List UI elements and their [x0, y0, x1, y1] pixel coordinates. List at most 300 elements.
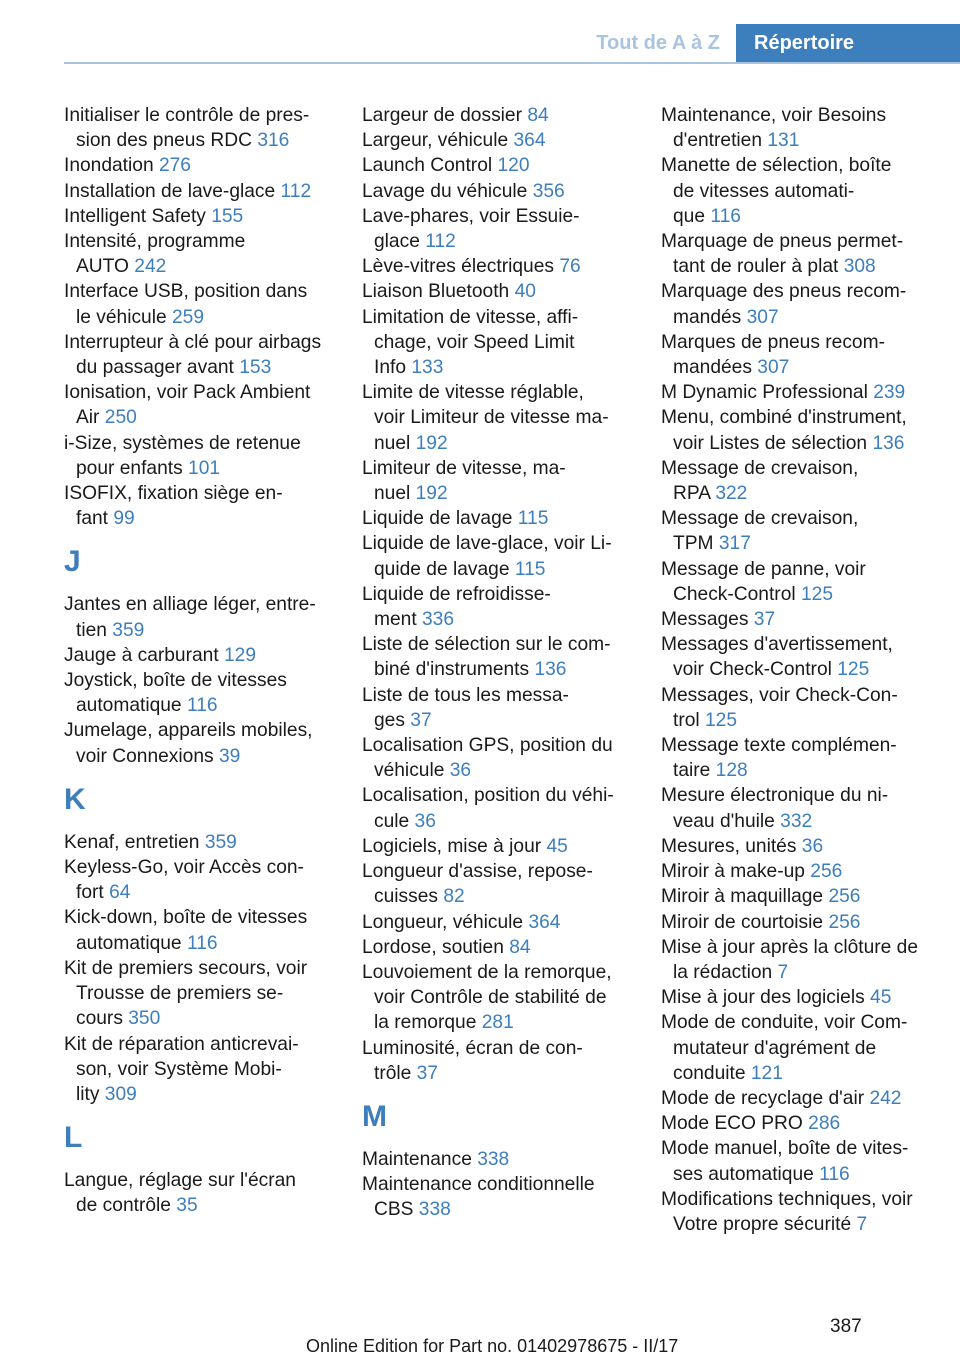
index-entry-text: Largeur de dossier — [362, 105, 522, 126]
index-entry-text: mutateur d'agrément de — [673, 1037, 877, 1059]
index-entry-text: Launch Control — [362, 155, 493, 177]
index-entry — [362, 204, 634, 229]
page-reference-link[interactable]: 250 — [104, 407, 137, 429]
index-entry-text: Mesure électronique du ni‐ — [661, 785, 889, 807]
index-entry-text: Mise à jour après la clôture de — [661, 936, 919, 958]
page-reference-link[interactable]: 129 — [224, 644, 257, 666]
page-reference-link[interactable]: 307 — [757, 357, 790, 379]
index-entry-continuation — [362, 809, 634, 834]
index-entry — [362, 1172, 634, 1197]
page-reference-link[interactable]: 125 — [837, 659, 870, 681]
index-entry-text: ses automatique — [673, 1163, 814, 1185]
index-entry-text: Interface USB, position dans — [64, 281, 308, 303]
index-entry — [661, 733, 931, 758]
index-entry-continuation — [362, 481, 634, 506]
index-entry-text: TPM — [673, 533, 714, 555]
index-entry-continuation — [661, 204, 931, 229]
index-entry-continuation — [661, 1162, 931, 1187]
index-entry-text: cule — [374, 810, 410, 832]
index-entry — [64, 204, 336, 229]
header-rule — [64, 62, 960, 64]
index-entry-continuation — [661, 758, 931, 783]
index-entry-continuation — [64, 355, 336, 380]
page-reference-link[interactable]: 286 — [808, 1113, 841, 1135]
index-entry — [64, 179, 336, 204]
index-entry-text: Louvoiement de la remorque, — [362, 961, 612, 983]
page-reference-link[interactable]: 136 — [534, 659, 567, 681]
index-entry — [362, 1036, 634, 1061]
index-entry-text: Kit de premiers secours, voir — [64, 957, 308, 979]
index-entry — [362, 103, 634, 128]
index-entry-text: Luminosité, écran de con‐ — [362, 1037, 583, 1059]
index-entry — [661, 380, 931, 405]
page-reference-link[interactable]: 45 — [870, 987, 892, 1009]
index-entry-text: voir Listes de sélection — [673, 432, 868, 454]
index-entry-text: de contrôle — [76, 1195, 171, 1217]
index-entry-continuation — [661, 431, 931, 456]
page-reference-link[interactable]: 115 — [517, 508, 549, 530]
page-reference-link[interactable]: 37 — [410, 709, 432, 731]
index-entry-continuation — [64, 1006, 336, 1031]
index-entry-continuation — [64, 456, 336, 481]
index-entry-continuation — [362, 431, 634, 456]
index-entry — [661, 405, 931, 430]
index-entry — [64, 956, 336, 981]
index-entry-text: que — [673, 205, 706, 227]
index-entry-text: Maintenance — [362, 1148, 472, 1170]
index-entry-text: Logiciels, mise à jour — [362, 835, 542, 857]
index-entry-text: Longueur, véhicule — [362, 911, 524, 933]
page-reference-link[interactable]: 37 — [753, 609, 776, 631]
tab-index-link[interactable]: Tout de A à Z — [596, 32, 720, 54]
index-entry-text: Localisation, position du véhi‐ — [362, 785, 614, 807]
index-entry-continuation — [64, 1082, 336, 1107]
page-reference-link[interactable]: 364 — [528, 911, 561, 933]
index-entry-continuation — [64, 506, 336, 531]
index-entry-text: Mode ECO PRO — [661, 1113, 803, 1135]
index-entry-continuation — [661, 179, 931, 204]
page-reference-link[interactable]: 242 — [134, 256, 167, 278]
index-entry-text: voir Check-Control — [673, 659, 832, 681]
index-entry — [661, 859, 931, 884]
index-entry-text: Maintenance, voir Besoins — [661, 105, 887, 126]
page-reference-link[interactable]: 338 — [418, 1199, 451, 1221]
page-reference-link[interactable]: 131 — [767, 130, 800, 152]
index-entry-continuation — [362, 330, 634, 355]
index-entry-continuation — [362, 405, 634, 430]
page-reference-link[interactable]: 136 — [872, 432, 905, 454]
index-entry-text: le véhicule — [76, 306, 167, 328]
index-entry-text: Marquage des pneus recom‐ — [661, 281, 907, 303]
index-entry-text: veau d'huile — [673, 810, 775, 832]
index-entry-continuation — [362, 758, 634, 783]
index-entry-text: Lavage du véhicule — [362, 180, 528, 202]
tab-repertoire[interactable]: Répertoire — [736, 24, 960, 62]
index-entry-continuation — [64, 931, 336, 956]
index-entry — [64, 718, 336, 743]
index-entry-text: Messages, voir Check-Con‐ — [661, 684, 898, 706]
index-entry — [661, 1111, 931, 1136]
page-reference-link[interactable]: 322 — [715, 483, 748, 505]
index-entry-text: Miroir de courtoisie — [661, 911, 824, 933]
page-reference-link[interactable]: 116 — [186, 932, 218, 954]
index-entry-continuation — [64, 618, 336, 643]
index-entry-text: quide de lavage — [374, 558, 510, 580]
page-reference-link[interactable]: 364 — [513, 130, 546, 152]
index-entry-text: Mode de conduite, voir Com‐ — [661, 1012, 908, 1034]
index-entry-text: mandés — [673, 306, 742, 328]
page-reference-link[interactable]: 37 — [416, 1062, 439, 1084]
page-reference-link[interactable]: 120 — [497, 155, 530, 177]
index-entry — [661, 632, 931, 657]
index-entry-continuation — [362, 355, 634, 380]
page-reference-link[interactable]: 276 — [158, 155, 191, 177]
page-number: 387 — [830, 1316, 862, 1337]
index-entry-text: pour enfants — [76, 457, 183, 479]
index-entry — [362, 859, 634, 884]
page-reference-link[interactable]: 36 — [449, 760, 472, 782]
index-entry — [362, 254, 634, 279]
index-entry-text: i-Size, systèmes de retenue — [64, 432, 301, 454]
index-entry-text: trol — [673, 709, 700, 731]
index-entry — [362, 582, 634, 607]
index-entry — [661, 1187, 931, 1212]
index-entry-text: du passager avant — [76, 357, 234, 379]
index-entry-text: Intelligent Safety — [64, 205, 206, 227]
page-reference-link[interactable]: 7 — [856, 1213, 868, 1235]
index-entry-text: Largeur, véhicule — [362, 130, 509, 152]
index-entry-text: ment — [374, 609, 417, 631]
index-entry — [64, 431, 336, 456]
index-entry — [362, 305, 634, 330]
page-reference-link[interactable]: 82 — [443, 886, 465, 908]
index-entry-continuation — [661, 708, 931, 733]
index-entry-text: Votre propre sécurité — [673, 1213, 852, 1235]
index-entry — [64, 855, 336, 880]
index-entry-text: Mode de recyclage d'air — [661, 1087, 865, 1109]
index-entry-continuation — [64, 744, 336, 769]
index-entry-continuation — [661, 355, 931, 380]
index-letter-heading: L — [64, 1121, 83, 1155]
index-entry — [661, 153, 931, 178]
index-entry-continuation — [64, 693, 336, 718]
page-reference-link[interactable]: 317 — [718, 533, 751, 555]
page-reference-link[interactable]: 112 — [425, 231, 456, 253]
index-entry-text: Keyless-Go, voir Accès con‐ — [64, 857, 304, 879]
index-entry-text: Lordose, soutien — [362, 936, 504, 958]
index-entry-text: son, voir Système Mobi‐ — [76, 1058, 282, 1080]
index-entry-text: nuel — [374, 483, 411, 505]
index-entry-text: la rédaction — [673, 961, 773, 983]
index-entry-continuation — [362, 1010, 634, 1035]
index-entry — [64, 668, 336, 693]
page-reference-link[interactable]: 116 — [186, 695, 218, 717]
index-entry-text: conduite — [673, 1062, 746, 1084]
page-reference-link[interactable]: 309 — [104, 1083, 137, 1105]
index-entry — [64, 643, 336, 668]
index-entry-text: Liquide de refroidisse‐ — [362, 583, 551, 605]
index-entry — [64, 330, 336, 355]
index-entry-continuation — [661, 254, 931, 279]
page-reference-link[interactable]: 336 — [422, 609, 455, 631]
index-entry-text: fort — [76, 882, 104, 904]
index-entry-continuation — [661, 1212, 931, 1237]
index-entry-continuation — [661, 657, 931, 682]
page-reference-link[interactable]: 256 — [828, 911, 861, 933]
index-entry — [64, 279, 336, 304]
index-entry-text: Limitation de vitesse, affi‐ — [362, 306, 579, 328]
index-entry-text: Langue, réglage sur l'écran — [64, 1170, 296, 1192]
index-entry — [362, 960, 634, 985]
index-entry — [661, 229, 931, 254]
index-entry-text: Miroir à make-up — [661, 861, 805, 883]
index-entry — [362, 456, 634, 481]
index-entry — [362, 128, 634, 153]
index-entry-text: cuisses — [374, 886, 438, 908]
index-entry-text: automatique — [76, 695, 182, 717]
page-reference-link[interactable]: 112 — [280, 180, 312, 202]
index-entry — [661, 103, 931, 128]
index-column-2 — [362, 103, 634, 1223]
page-reference-link[interactable]: 76 — [559, 256, 581, 278]
index-entry-text: Limite de vitesse réglable, — [362, 382, 584, 404]
index-entry-continuation — [362, 884, 634, 909]
page-reference-link[interactable]: 192 — [415, 483, 448, 505]
index-entry-text: tant de rouler à plat — [673, 256, 839, 278]
index-entry-text: Maintenance conditionnelle — [362, 1174, 595, 1196]
index-entry — [64, 1168, 336, 1193]
index-entry-text: Liste de tous les messa‐ — [362, 684, 569, 706]
index-entry — [64, 229, 336, 254]
index-entry-continuation — [64, 1057, 336, 1082]
index-entry-text: ges — [374, 709, 405, 731]
index-entry-text: la remorque — [374, 1012, 477, 1034]
index-entry — [362, 380, 634, 405]
index-entry-text: véhicule — [374, 760, 445, 782]
index-entry-text: AUTO — [76, 256, 129, 278]
page-reference-link[interactable]: 332 — [780, 810, 813, 832]
index-entry-text: Mesures, unités — [661, 835, 797, 857]
page-reference-link[interactable]: 64 — [109, 882, 131, 904]
index-entry-continuation — [64, 254, 336, 279]
index-entry-text: CBS — [374, 1199, 414, 1221]
page-header — [0, 0, 960, 66]
index-entry-text: Initialiser le contrôle de pres‐ — [64, 105, 310, 126]
index-entry-text: M Dynamic Professional — [661, 382, 868, 404]
index-entry-text: Modifications techniques, voir — [661, 1188, 913, 1210]
index-entry — [661, 910, 931, 935]
page-reference-link[interactable]: 101 — [188, 457, 221, 479]
page-reference-link[interactable]: 128 — [715, 760, 748, 782]
index-entry — [362, 531, 634, 556]
index-entry-text: Interrupteur à clé pour airbags — [64, 331, 322, 353]
index-entry — [362, 783, 634, 808]
index-entry-text: Air — [76, 407, 100, 429]
index-entry — [64, 905, 336, 930]
index-entry-text: Lave-phares, voir Essuie- — [362, 205, 580, 227]
index-entry-text: d'entretien — [673, 130, 763, 152]
index-entry-continuation — [362, 657, 634, 682]
page-reference-link[interactable]: 35 — [176, 1195, 198, 1217]
index-entry-text: Menu, combiné d'instrument, — [661, 407, 907, 429]
index-entry-text: mandées — [673, 357, 752, 379]
index-entry — [362, 834, 634, 859]
index-entry-text: Mise à jour des logiciels — [661, 987, 865, 1009]
page-reference-link[interactable]: 125 — [800, 583, 833, 605]
page-reference-link[interactable]: 281 — [481, 1012, 514, 1034]
index-entry-text: Limiteur de vitesse, ma‐ — [362, 457, 566, 479]
index-entry-text: Messages — [661, 609, 749, 631]
index-entry-continuation — [64, 981, 336, 1006]
page-reference-link[interactable]: 36 — [414, 810, 436, 832]
page-reference-link[interactable]: 155 — [211, 205, 244, 227]
index-entry-text: ISOFIX, fixation siège en‐ — [64, 483, 283, 505]
index-entry — [362, 632, 634, 657]
index-entry-text: Message de crevaison, — [661, 508, 859, 530]
index-entry-text: trôle — [374, 1062, 412, 1084]
index-column-1 — [64, 103, 336, 1219]
page-reference-link[interactable]: 84 — [509, 936, 531, 958]
index-entry — [362, 153, 634, 178]
page-reference-link[interactable]: 256 — [828, 886, 861, 908]
page-reference-link[interactable]: 316 — [257, 130, 290, 152]
index-entry-text: Liquide de lavage — [362, 508, 513, 530]
index-entry-text: Installation de lave-glace — [64, 180, 276, 202]
index-entry — [661, 506, 931, 531]
page-reference-link[interactable]: 350 — [128, 1008, 161, 1030]
index-entry — [661, 456, 931, 481]
index-entry — [661, 884, 931, 909]
index-entry — [64, 153, 336, 178]
page-reference-link[interactable]: 242 — [869, 1087, 902, 1109]
index-letter-heading: K — [64, 782, 86, 816]
index-entry — [362, 506, 634, 531]
index-letter-heading: J — [64, 545, 81, 579]
index-entry-text: Manette de sélection, boîte — [661, 155, 892, 177]
page-reference-link[interactable]: 338 — [477, 1148, 510, 1170]
page-reference-link[interactable]: 239 — [873, 382, 906, 404]
index-entry — [661, 985, 931, 1010]
index-entry-text: biné d'instruments — [374, 659, 530, 681]
index-entry-text: Longueur d'assise, repose- — [362, 861, 593, 883]
index-entry-continuation — [64, 128, 336, 153]
index-entry-text: voir Connexions — [76, 745, 214, 767]
index-entry-text: cours — [76, 1008, 123, 1030]
index-entry — [362, 279, 634, 304]
page-reference-link[interactable]: 125 — [705, 709, 738, 731]
page-reference-link[interactable]: 121 — [750, 1062, 783, 1084]
index-entry-text: de vitesses automati‐ — [673, 180, 855, 202]
index-entry-text: Jantes en alliage léger, entre‐ — [64, 594, 316, 616]
index-entry-text: Message texte complémen‐ — [661, 735, 897, 757]
index-entry-continuation — [362, 985, 634, 1010]
index-entry-text: Liaison Bluetooth — [362, 281, 510, 303]
index-entry-text: Kit de réparation anticrevai‐ — [64, 1033, 299, 1055]
page-reference-link[interactable]: 40 — [514, 281, 536, 303]
index-entry-text: Jumelage, appareils mobiles, — [64, 720, 313, 742]
index-entry-text: Message de crevaison, — [661, 457, 859, 479]
index-entry — [661, 1136, 931, 1161]
index-entry-text: fant — [76, 508, 109, 530]
page-reference-link[interactable]: 259 — [172, 306, 205, 328]
index-entry — [64, 380, 336, 405]
index-entry — [362, 733, 634, 758]
index-entry-text: Mode manuel, boîte de vites‐ — [661, 1138, 909, 1160]
index-entry — [64, 103, 336, 128]
index-entry-text: Ionisation, voir Pack Ambient — [64, 382, 311, 404]
index-entry-continuation — [64, 880, 336, 905]
index-entry-continuation — [661, 582, 931, 607]
index-entry — [362, 935, 634, 960]
index-entry-text: nuel — [374, 432, 411, 454]
index-entry-text: glace — [374, 231, 420, 253]
page-reference-link[interactable]: 39 — [218, 745, 241, 767]
index-entry-continuation — [362, 1061, 634, 1086]
page-reference-link[interactable]: 7 — [777, 961, 789, 983]
page-reference-link[interactable]: 99 — [113, 508, 135, 530]
index-entry-text: Kick-down, boîte de vitesses — [64, 907, 308, 929]
page-reference-link[interactable]: 153 — [239, 357, 272, 379]
page-reference-link[interactable]: 116 — [819, 1163, 850, 1185]
index-entry-continuation — [661, 809, 931, 834]
page-reference-link[interactable]: 36 — [801, 835, 824, 857]
index-entry — [64, 481, 336, 506]
index-entry-text: lity — [76, 1083, 100, 1105]
page-reference-link[interactable]: 256 — [810, 861, 843, 883]
index-entry-continuation — [64, 405, 336, 430]
page-reference-link[interactable]: 307 — [746, 306, 779, 328]
index-entry-continuation — [64, 305, 336, 330]
index-entry-text: taire — [673, 760, 711, 782]
index-entry — [661, 1086, 931, 1111]
page-reference-link[interactable]: 115 — [514, 558, 546, 580]
index-entry — [362, 683, 634, 708]
index-entry-continuation — [362, 708, 634, 733]
page-reference-link[interactable]: 84 — [527, 105, 549, 126]
page-reference-link[interactable]: 359 — [204, 831, 237, 853]
index-entry-continuation — [362, 1197, 634, 1222]
index-entry-continuation — [661, 305, 931, 330]
index-entry — [661, 834, 931, 859]
index-entry — [661, 935, 931, 960]
index-entry-text: Trousse de premiers se‐ — [76, 983, 284, 1005]
index-entry-text: Liquide de lave-glace, voir Li‐ — [362, 533, 612, 555]
index-entry-continuation — [362, 557, 634, 582]
index-entry — [64, 830, 336, 855]
page-reference-link[interactable]: 308 — [843, 256, 876, 278]
index-entry-text: Info — [374, 357, 407, 379]
index-entry-text: Messages d'avertissement, — [661, 634, 893, 656]
index-entry — [661, 783, 931, 808]
page-reference-link[interactable]: 359 — [112, 619, 145, 641]
index-entry-text: Jauge à carburant — [64, 644, 219, 666]
index-entry-text: voir Limiteur de vitesse ma‐ — [374, 407, 609, 429]
index-entry — [661, 1010, 931, 1035]
index-entry-text: RPA — [673, 483, 710, 505]
index-entry-continuation — [362, 607, 634, 632]
index-entry-continuation — [661, 1061, 931, 1086]
index-entry — [64, 1032, 336, 1057]
index-entry-text: sion des pneus RDC — [76, 130, 252, 152]
page-reference-link[interactable]: 356 — [532, 180, 565, 202]
page-reference-link[interactable]: 133 — [411, 357, 444, 379]
index-entry-continuation — [661, 1036, 931, 1061]
index-entry-text: automatique — [76, 932, 182, 954]
index-entry-text: Localisation GPS, position du — [362, 735, 613, 757]
page-reference-link[interactable]: 192 — [415, 432, 448, 454]
page-reference-link[interactable]: 116 — [710, 205, 741, 227]
page-reference-link[interactable]: 45 — [546, 835, 568, 857]
